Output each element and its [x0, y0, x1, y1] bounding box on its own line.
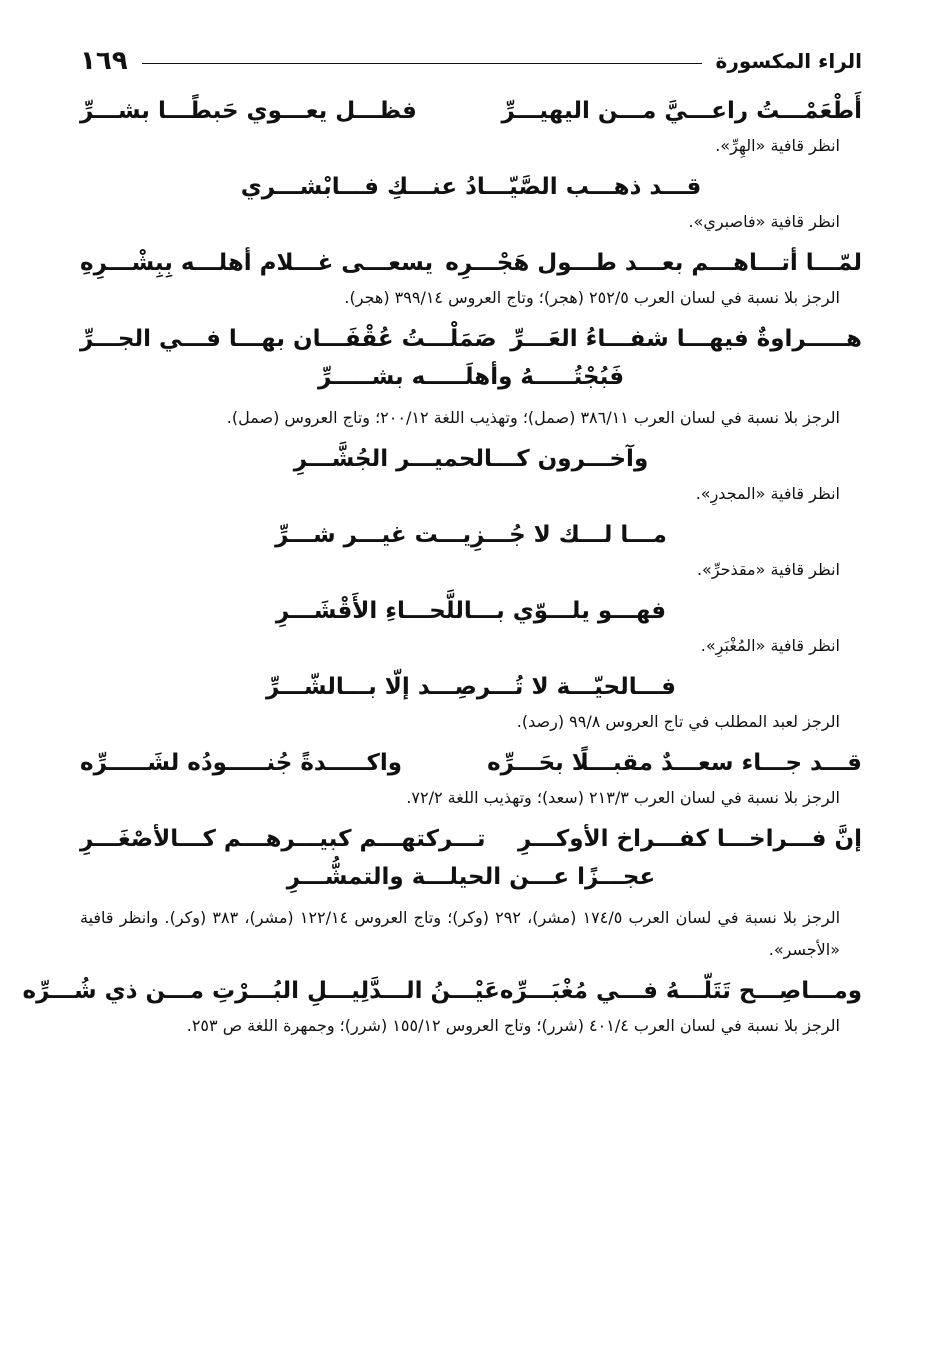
verse-line — [80, 92, 862, 130]
page-body — [22, 92, 862, 1042]
verse-hemistich-right: قـــد جـــاء سعـــدٌ مقبـــلًا بحَـــرِّه — [487, 750, 862, 776]
verse-hemistich-left: تـــركتهـــم كبيـــرهـــم كـــالأصْغَـــرِ — [80, 826, 486, 852]
verse-line — [80, 820, 862, 858]
verse-note: الرجز بلا نسبة في لسان العرب ٢٥٢/٥ (هجر)؛ وتاج العروس ٣٩٩/١٤ (هجر). — [344, 288, 840, 307]
verse-single: قـــد ذهـــب الصَّيّـــادُ عنـــكِ فـــابْشـــري — [240, 174, 702, 200]
verse-line — [80, 744, 862, 782]
verse-line-continuation — [80, 858, 862, 896]
header-rule — [142, 63, 702, 64]
verse-line — [22, 972, 862, 1010]
verse-line — [80, 592, 862, 630]
verse-line — [80, 244, 862, 282]
verse-hemistich-left: يسعـــى غـــلام أهلـــه بِبِشْـــرِهِ — [80, 250, 434, 276]
verse-hemistich-left: عَيْـــنُ الـــدَّلِيـــلِ البُـــرْتِ مـــن ذي شُـــرِّه — [22, 978, 500, 1004]
verse-line-continuation — [80, 358, 862, 396]
verse-hemistich-right: ومـــاصِـــح تَتَلّـــهُ فـــي مُغْبَـــرِّه — [499, 978, 862, 1004]
verse-note: انظر قافية «مقذحرِّ». — [696, 560, 840, 579]
verse-line — [80, 168, 862, 206]
verse-note: الرجز بلا نسبة في لسان العرب ٤٠١/٤ (شرر)؛ وتاج العروس ١٥٥/١٢ (شرر)؛ وجمهرة اللغة ص ٢٥٣. — [186, 1016, 840, 1035]
verse-single: فـــالحيّـــة لا تُـــرصِـــد إلّا بـــالشّـــرِّ — [266, 674, 676, 700]
verse-hemistich-left: صَمَلْـــتُ عُقْفَـــان بهـــا فـــي الجـــرِّ — [80, 326, 497, 352]
page-header — [80, 44, 862, 78]
verse-note: انظر قافية «المُغْبَرِ». — [700, 636, 840, 655]
verse-note: الرجز بلا نسبة في لسان العرب ٣٨٦/١١ (صمل)؛ وتهذيب اللغة ٢٠٠/١٢؛ وتاج العروس (صمل). — [226, 408, 840, 427]
verse-hemistich-right: إنَّ فـــراخـــا كفـــراخ الأوكـــرِ — [517, 826, 862, 852]
page-number: ١٦٩ — [80, 46, 128, 76]
verse-note: الرجز لعبد المطلب في تاج العروس ٩٩/٨ (رصد). — [516, 712, 840, 731]
verse-hemistich-right: أَطْعَمْـــتُ راعـــيَّ مـــن اليهيـــرِّ — [501, 98, 862, 124]
verse-single: عجـــزًا عـــن الحيلـــة والتمشُّـــرِ — [286, 864, 656, 890]
verse-hemistich-right: هـــــراوةٌ فيهـــا شفـــاءُ العَـــرِّ — [510, 326, 862, 352]
verse-single: فَبُجْتُـــــهُ وأهلَـــــه بشـــــرِّ — [317, 364, 625, 390]
verse-single: فهـــو يلـــوّي بـــاللَّحـــاءِ الأَقْشَـــرِ — [275, 598, 667, 624]
running-title: الراء المكسورة — [715, 49, 862, 73]
verse-note: انظر قافية «المجدرِ». — [695, 484, 840, 503]
verse-hemistich-left: فظـــل يعـــوي حَبطًـــا بشـــرِّ — [80, 98, 417, 124]
verse-note: انظر قافية «الهِرِّ». — [715, 136, 840, 155]
verse-note: الرجز بلا نسبة في لسان العرب ١٧٤/٥ (مشر)، ٢٩٢ (وكر)؛ وتاج العروس ١٢٢/١٤ (مشر)، ٣٨٣ (وكر). وانظر قافية «الأجسر». — [80, 908, 841, 959]
verse-note: الرجز بلا نسبة في لسان العرب ٢١٣/٣ (سعد)؛ وتهذيب اللغة ٧٢/٢. — [406, 788, 840, 807]
verse-note: انظر قافية «فاصبري». — [688, 212, 840, 231]
verse-hemistich-right: لمّـــا أتـــاهـــم بعـــد طـــول هَجْـــرِه — [445, 250, 862, 276]
verse-single: وآخـــرون كـــالحميـــر الجُشَّـــرِ — [293, 446, 649, 472]
verse-single: مـــا لـــك لا جُـــزِيـــت غيـــر شـــرِّ — [275, 522, 667, 548]
verse-line — [80, 440, 862, 478]
verse-line — [80, 668, 862, 706]
verse-line — [80, 320, 862, 358]
verse-hemistich-left: واكـــــدةً جُنـــــودُه لشَـــــرِّه — [80, 750, 403, 776]
verse-line — [80, 516, 862, 554]
